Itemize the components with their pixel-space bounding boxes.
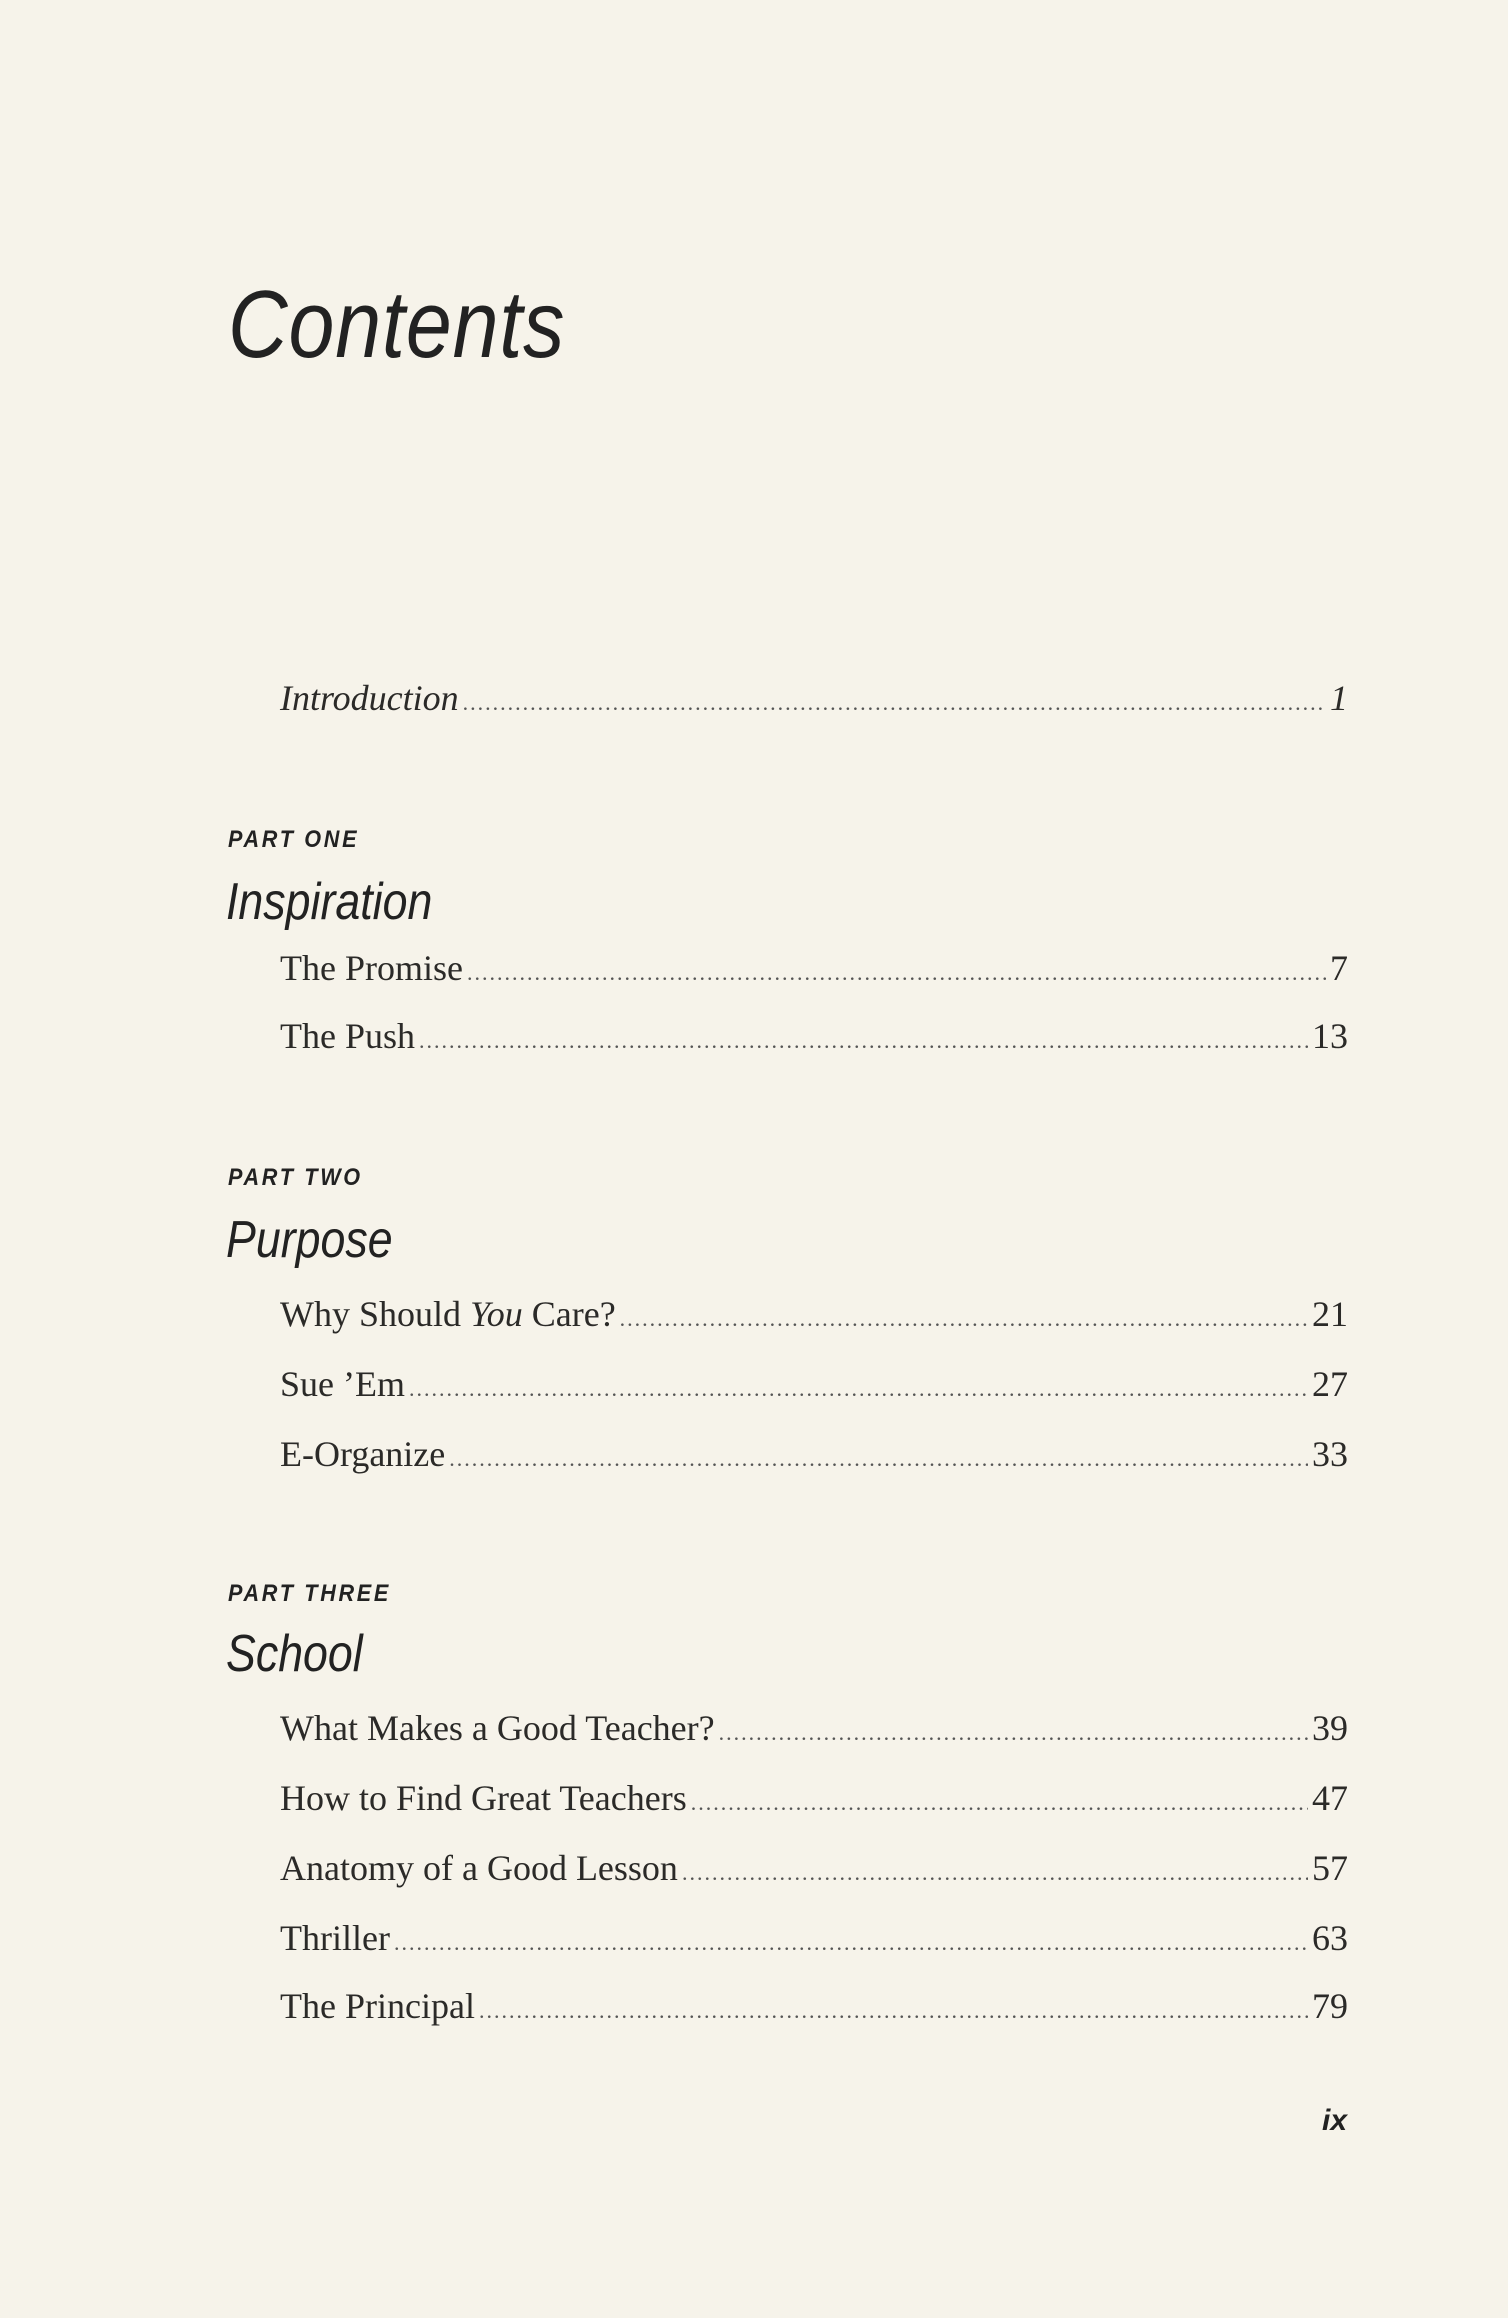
part-title: School xyxy=(226,1625,363,1683)
toc-entry[interactable] xyxy=(280,950,1348,986)
toc-entry-page: 39 xyxy=(1312,1708,1348,1748)
toc-entry-label: How to Find Great Teachers xyxy=(280,1778,687,1818)
toc-entry-page: 7 xyxy=(1330,948,1348,988)
toc-entry-page: 57 xyxy=(1312,1848,1348,1888)
part-label: PART ONE xyxy=(228,826,360,853)
toc-entry-label: Introduction xyxy=(280,678,459,718)
part-label: PART THREE xyxy=(228,1580,392,1607)
dot-leader xyxy=(467,962,1326,984)
toc-entry-label: Thriller xyxy=(280,1918,390,1958)
toc-entry-label xyxy=(280,1296,616,1332)
part-label: PART TWO xyxy=(228,1164,363,1191)
page-title: Contents xyxy=(228,271,566,378)
toc-entry-label: The Principal xyxy=(280,1986,475,2026)
toc-entry-page: 47 xyxy=(1312,1778,1348,1818)
toc-entry[interactable] xyxy=(280,1436,1348,1472)
toc-entry-label-emphasis: You xyxy=(470,1294,523,1334)
toc-entry-label: What Makes a Good Teacher? xyxy=(280,1708,715,1748)
toc-entry-page: 1 xyxy=(1330,678,1348,718)
toc-entry-label-start: Why Should xyxy=(280,1294,471,1334)
toc-entry-page: 21 xyxy=(1312,1294,1348,1334)
part-title: Purpose xyxy=(226,1211,393,1269)
dot-leader xyxy=(409,1378,1308,1400)
toc-entry[interactable] xyxy=(280,1018,1348,1054)
toc-entry-introduction[interactable] xyxy=(280,680,1348,716)
toc-entry-label: E-Organize xyxy=(280,1434,446,1474)
toc-entry-label: The Promise xyxy=(280,948,463,988)
dot-leader xyxy=(479,2000,1308,2022)
toc-entry-page: 79 xyxy=(1312,1986,1348,2026)
toc-entry-page: 27 xyxy=(1312,1364,1348,1404)
toc-entry[interactable] xyxy=(280,1296,1348,1332)
page-number: ix xyxy=(1322,2104,1348,2137)
dot-leader xyxy=(682,1862,1308,1884)
dot-leader xyxy=(719,1722,1308,1744)
toc-entry[interactable] xyxy=(280,1920,1348,1956)
dot-leader xyxy=(463,692,1326,714)
toc-entry[interactable] xyxy=(280,1780,1348,1816)
toc-entry[interactable] xyxy=(280,1710,1348,1746)
toc-entry[interactable] xyxy=(280,1850,1348,1886)
dot-leader xyxy=(394,1932,1308,1954)
dot-leader xyxy=(691,1792,1308,1814)
toc-entry-label: Sue ’Em xyxy=(280,1364,405,1404)
toc-entry-page: 33 xyxy=(1312,1434,1348,1474)
toc-entry-label: The Push xyxy=(280,1016,415,1056)
dot-leader xyxy=(449,1448,1308,1470)
part-title: Inspiration xyxy=(226,873,433,931)
toc-entry-label-end: Care? xyxy=(522,1294,616,1334)
dot-leader xyxy=(620,1308,1308,1330)
dot-leader xyxy=(419,1030,1308,1052)
toc-entry-page: 63 xyxy=(1312,1918,1348,1958)
toc-entry-label: Anatomy of a Good Lesson xyxy=(280,1848,678,1888)
toc-entry[interactable] xyxy=(280,1366,1348,1402)
toc-entry-page: 13 xyxy=(1312,1016,1348,1056)
toc-entry[interactable] xyxy=(280,1988,1348,2024)
